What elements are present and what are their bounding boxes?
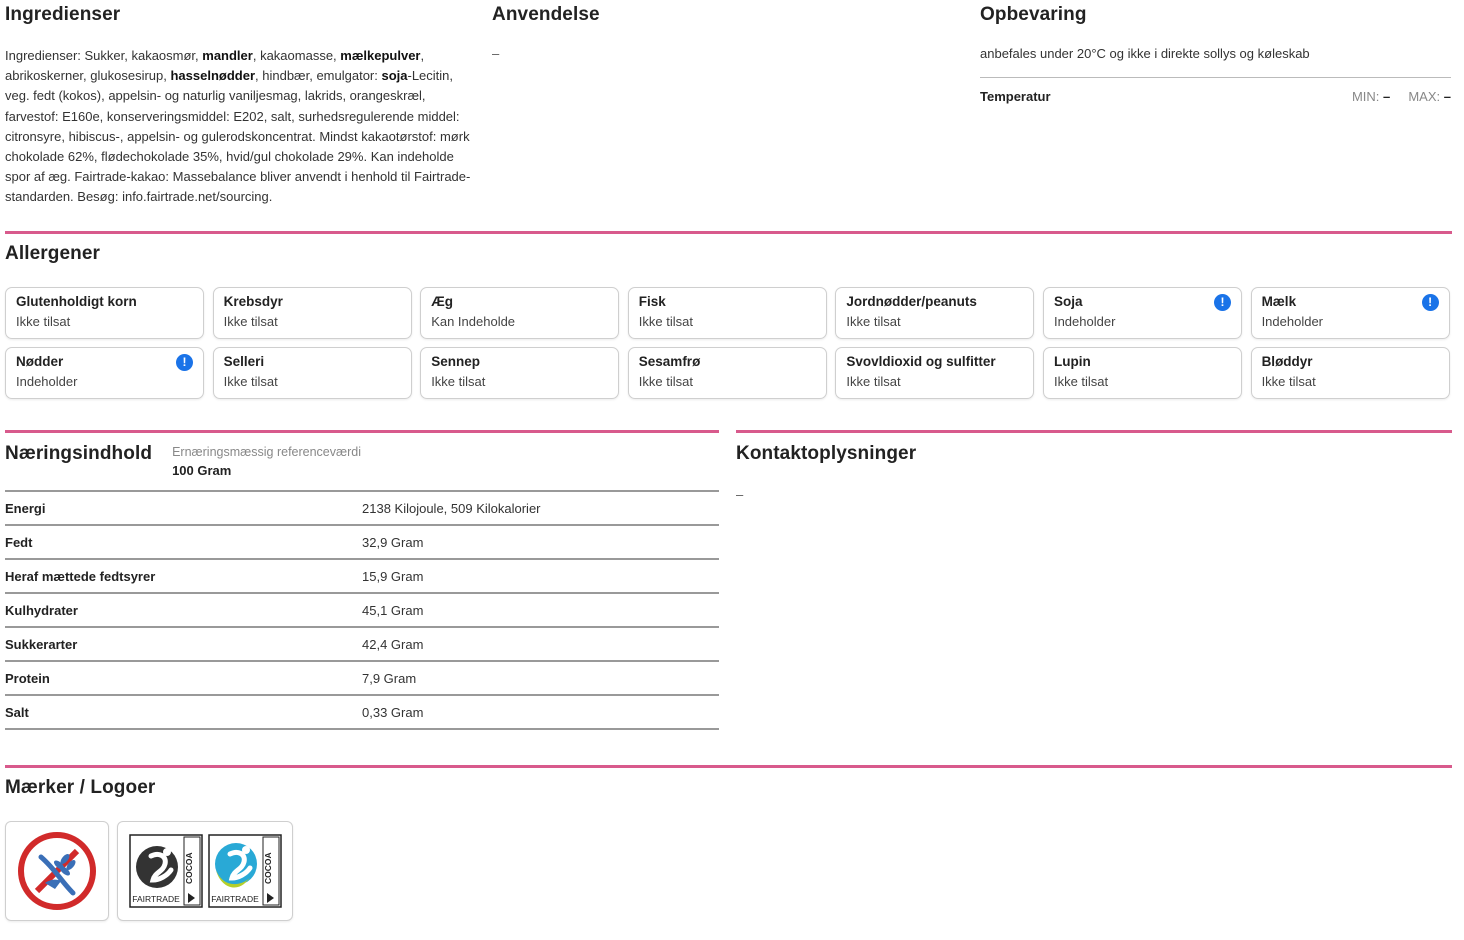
exclamation-info-icon: ! [176, 354, 193, 371]
table-row [5, 526, 719, 560]
svg-text:COCOA: COCOA [183, 852, 194, 884]
allergen-card [1043, 347, 1242, 399]
allergen-card [1043, 287, 1242, 339]
ingredients-text [5, 46, 480, 208]
allergen-card [1251, 347, 1450, 399]
storage-title: Opbevaring [980, 4, 1087, 25]
temperature-row [980, 89, 1451, 104]
usage-section [492, 4, 952, 61]
ingredient-text-segment: , kakaomasse, [252, 48, 341, 63]
logos-row [5, 821, 293, 921]
nutrient-value: 7,9 Gram [362, 670, 417, 686]
contact-text: – [736, 487, 744, 502]
nutrient-value: 15,9 Gram [362, 568, 424, 584]
allergen-status: Ikke tilsat [16, 314, 71, 329]
allergen-name: Nødder [16, 354, 64, 369]
ingredient-allergen-highlight: soja [381, 68, 408, 84]
allergen-status: Ikke tilsat [223, 314, 278, 329]
max-value: – [1443, 89, 1451, 104]
allergen-name: Krebsdyr [223, 294, 283, 309]
ingredient-text-segment: Ingredienser: Sukker, kakaosmør, [5, 48, 203, 63]
table-row [5, 662, 719, 696]
nutrient-label: Energi [5, 500, 46, 516]
allergen-card [835, 347, 1034, 399]
nutrient-label: Protein [5, 670, 50, 686]
storage-section [980, 4, 1451, 104]
temperature-range [1352, 89, 1451, 104]
allergen-card [420, 287, 619, 339]
fairtrade-black-mark [129, 834, 203, 908]
nutrition-reference [172, 445, 361, 478]
temperature-label: Temperatur [980, 89, 1051, 104]
max-label: MAX: [1408, 89, 1441, 104]
reference-label: Ernæringsmæssig referenceværdi [172, 445, 362, 459]
allergen-card [213, 287, 412, 339]
allergen-name: Æg [431, 294, 453, 309]
allergen-card [5, 347, 204, 399]
storage-text: anbefales under 20°C og ikke i direkte sollys og køleskab [980, 46, 1310, 61]
nutrient-label: Heraf mættede fedtsyrer [5, 568, 156, 584]
nutrient-value: 42,4 Gram [362, 636, 424, 652]
table-row [5, 492, 719, 526]
crossed-grain-icon [15, 829, 99, 913]
svg-text:FAIRTRADE: FAIRTRADE [210, 894, 259, 904]
ingredients-title: Ingredienser [5, 4, 121, 25]
reference-amount: 100 Gram [172, 463, 232, 478]
exclamation-info-icon: ! [1214, 294, 1231, 311]
table-row [5, 594, 719, 628]
allergen-name: Glutenholdigt korn [16, 294, 137, 309]
allergen-status: Ikke tilsat [846, 374, 901, 389]
allergen-status: Indeholder [1261, 314, 1324, 329]
section-divider [5, 430, 719, 433]
allergen-status: Ikke tilsat [846, 314, 901, 329]
usage-text: – [492, 46, 500, 61]
nutrition-section [5, 443, 719, 730]
contact-section [736, 443, 1452, 502]
nutrient-label: Sukkerarter [5, 636, 78, 652]
svg-text:FAIRTRADE: FAIRTRADE [131, 894, 180, 904]
exclamation-info-icon: ! [1422, 294, 1439, 311]
allergen-card [1251, 287, 1450, 339]
allergen-card [5, 287, 204, 339]
allergen-card [628, 287, 827, 339]
contact-title: Kontaktoplysninger [736, 443, 917, 464]
ingredient-text-segment: -Lecitin, veg. fedt (kokos), appelsin- og naturlig vaniljesmag, lakrids, orangeskræl, farvestof: E160e, konserveringsmiddel: E202, salt, surhedsregulerende middel: citronsyre, hibiscus-, appelsin- og gulerodskoncentrat. Mindst kakaotørstof: mørk chokolade 62%, flødechokolade 35%, hvid/gul chokolade 29%. Kan indeholde spor af æg. Fairtrade-kakao: Massebalance bliver anvendt i henhold til Fairtrade-standarden. Besøg: info.fairtrade.net/sourcing. [5, 68, 471, 205]
allergen-name: Fisk [638, 294, 666, 309]
divider [980, 77, 1451, 78]
allergen-status: Ikke tilsat [638, 374, 693, 389]
allergen-status: Ikke tilsat [431, 374, 486, 389]
ingredient-allergen-highlight: hasselnødder [170, 68, 256, 84]
allergen-name: Soja [1053, 294, 1083, 309]
svg-text:COCOA: COCOA [262, 852, 273, 884]
allergen-name: Sesamfrø [638, 354, 701, 369]
nutrition-table [5, 490, 719, 730]
ingredient-allergen-highlight: mandler [202, 48, 253, 63]
nutrient-value: 32,9 Gram [362, 534, 424, 550]
logos-title: Mærker / Logoer [5, 777, 156, 798]
nutrition-title: Næringsindhold [5, 443, 153, 464]
table-row [5, 696, 719, 730]
allergen-status: Kan Indeholde [431, 314, 516, 329]
nutrient-label: Fedt [5, 534, 33, 550]
allergen-card [628, 347, 827, 399]
allergen-card [835, 287, 1034, 339]
allergen-status: Ikke tilsat [1053, 374, 1109, 389]
gluten-free-logo [5, 821, 109, 921]
allergen-name: Bløddyr [1261, 354, 1313, 369]
allergen-status: Indeholder [16, 374, 78, 389]
ingredient-allergen-highlight: mælkepulver [340, 48, 421, 63]
nutrient-value: 2138 Kilojoule, 509 Kilokalorier [362, 500, 541, 516]
section-divider [5, 231, 1452, 234]
allergen-name: Lupin [1053, 354, 1091, 369]
nutrient-label: Kulhydrater [5, 602, 78, 618]
min-value: – [1383, 89, 1391, 104]
table-row [5, 628, 719, 662]
allergen-name: Jordnødder/peanuts [846, 294, 977, 309]
nutrient-value: 0,33 Gram [362, 704, 424, 720]
allergen-card [213, 347, 412, 399]
nutrient-value: 45,1 Gram [362, 602, 424, 618]
allergen-name: Sennep [431, 354, 480, 369]
allergen-card [420, 347, 619, 399]
nutrient-label: Salt [5, 704, 29, 720]
fairtrade-cocoa-logo [117, 821, 293, 921]
ingredient-text-segment: , abrikoskerner, glukosesirup, [5, 48, 425, 84]
allergen-grid [5, 287, 1452, 399]
table-row [5, 560, 719, 594]
allergen-status: Indeholder [1053, 314, 1116, 329]
min-label: MIN: [1351, 89, 1380, 104]
section-divider [5, 765, 1452, 768]
ingredients-section [5, 4, 480, 208]
allergen-status: Ikke tilsat [223, 374, 278, 389]
ingredient-text-segment: , hindbær, emulgator: [255, 68, 382, 84]
usage-title: Anvendelse [492, 4, 600, 25]
allergen-name: Selleri [223, 354, 265, 369]
fairtrade-color-mark [208, 834, 282, 908]
allergen-status: Ikke tilsat [638, 314, 693, 329]
allergens-title: Allergener [5, 243, 100, 264]
allergen-name: Mælk [1261, 294, 1297, 309]
allergen-status: Ikke tilsat [1261, 374, 1316, 389]
section-divider [736, 430, 1452, 433]
allergen-name: Svovldioxid og sulfitter [846, 354, 996, 369]
